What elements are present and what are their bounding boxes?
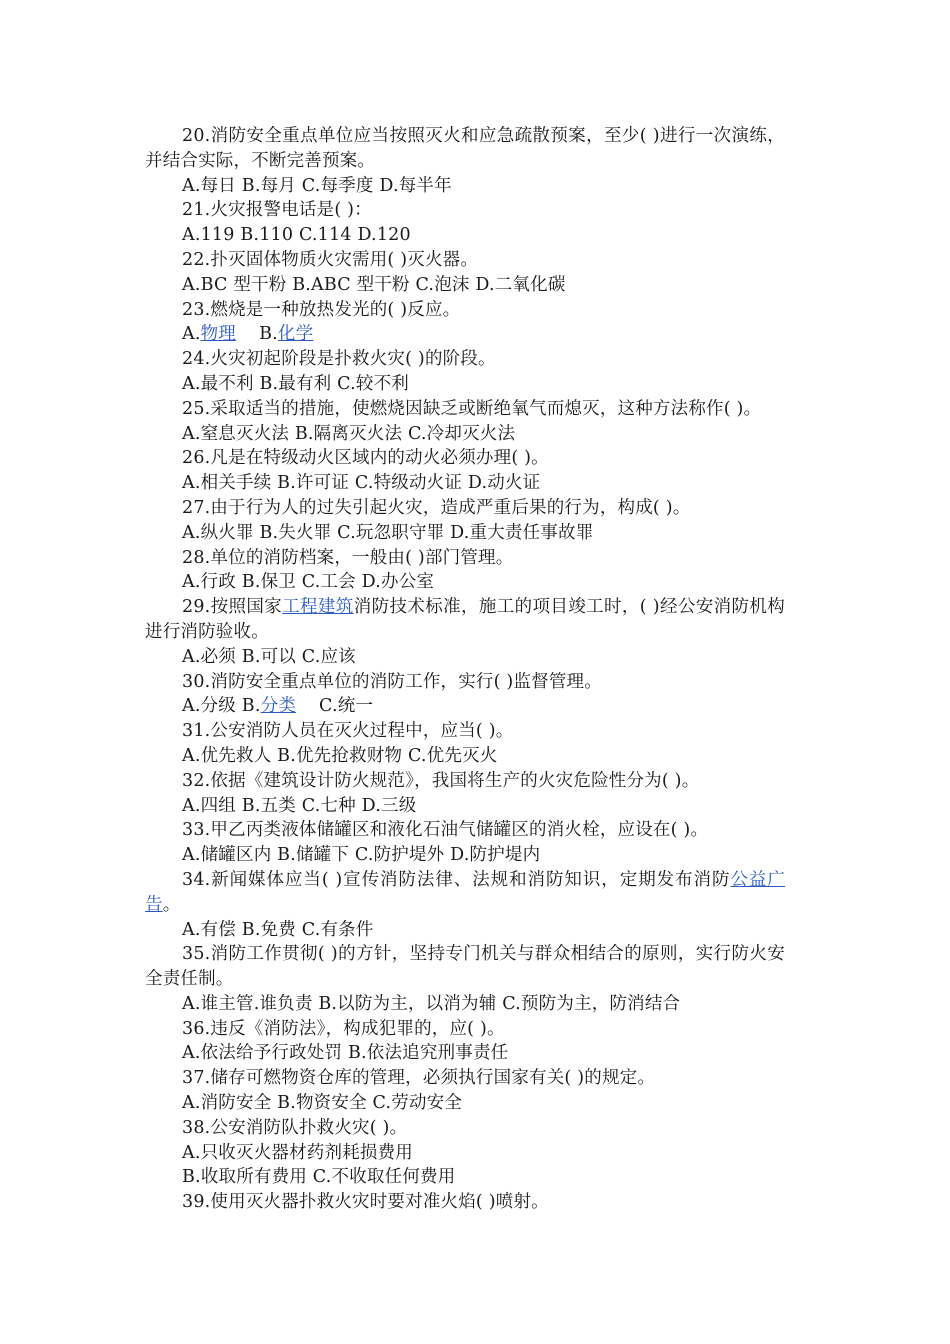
text-run: 32.依据《建筑设计防火规范》，我国将生产的火灾危险性分为( )。 — [182, 770, 700, 791]
text-run: 30.消防安全重点单位的消防工作，实行( )监督管理。 — [182, 671, 602, 692]
text-run: B.收取所有费用 C.不收取任何费用 — [182, 1167, 456, 1188]
text-run: A.谁主管.谁负责 B.以防为主，以消为辅 C.预防为主，防消结合 — [182, 993, 681, 1014]
question-line — [145, 446, 785, 471]
question-line — [145, 124, 785, 174]
text-run: 消防技术标准，施工的项目竣工时，( )经公安消防机构进行消防验收。 — [145, 597, 785, 642]
question-line — [145, 1190, 785, 1215]
text-run: 23.燃烧是一种放热发光的( )反应。 — [182, 299, 461, 320]
answer-line — [145, 372, 785, 397]
text-run: A.最不利 B.最有利 C.较不利 — [182, 373, 409, 394]
answer-line — [145, 223, 785, 248]
question-line — [145, 1017, 785, 1042]
text-run: A.窒息灭火法 B.隔离灭火法 C.冷却灭火法 — [182, 423, 516, 444]
text-run: 。 — [162, 894, 181, 915]
text-run: B. — [236, 324, 278, 345]
text-run: A.只收灭火器材药剂耗损费用 — [182, 1142, 413, 1163]
text-run: 24.火灾初起阶段是扑救火灾( )的阶段。 — [182, 349, 496, 370]
text-run: A.消防安全 B.物资安全 C.劳动安全 — [182, 1093, 463, 1114]
question-line — [145, 670, 785, 695]
answer-line — [145, 422, 785, 447]
question-line — [145, 719, 785, 744]
text-run: A.BC 型干粉 B.ABC 型干粉 C.泡沫 D.二氧化碳 — [182, 274, 566, 295]
question-line — [145, 298, 785, 323]
answer-line — [145, 174, 785, 199]
question-line — [145, 769, 785, 794]
answer-line — [145, 918, 785, 943]
question-line — [145, 942, 785, 992]
text-run: C.统一 — [296, 696, 374, 717]
text-run: 38.公安消防队扑救火灾( )。 — [182, 1117, 408, 1138]
answer-line — [145, 471, 785, 496]
text-run: A.行政 B.保卫 C.工会 D.办公室 — [182, 572, 435, 593]
question-line — [145, 868, 785, 918]
question-line — [145, 818, 785, 843]
document-page — [145, 124, 785, 1215]
text-run: 26.凡是在特级动火区域内的动火必须办理( )。 — [182, 448, 549, 469]
answer-line — [145, 744, 785, 769]
text-run: 34.新闻媒体应当( )宣传消防法律、法规和消防知识，定期发布消防 — [182, 869, 731, 890]
question-line — [145, 1116, 785, 1141]
keyword-link[interactable]: 分类 — [260, 696, 296, 717]
question-line — [145, 347, 785, 372]
text-run: A.119 B.110 C.114 D.120 — [182, 225, 411, 246]
text-run: 21.火灾报警电话是( )： — [182, 200, 372, 221]
text-run: 31.公安消防人员在灭火过程中，应当( )。 — [182, 721, 514, 742]
text-run: A.必须 B.可以 C.应该 — [182, 646, 356, 667]
answer-line — [145, 694, 785, 719]
answer-line — [145, 1141, 785, 1166]
answer-line — [145, 992, 785, 1017]
text-run: A.分级 B. — [182, 696, 261, 717]
text-run: A.依法给予行政处罚 B.依法追究刑事责任 — [182, 1043, 509, 1064]
text-run: A.四组 B.五类 C.七种 D.三级 — [182, 795, 417, 816]
text-run: A.相关手续 B.许可证 C.特级动火证 D.动火证 — [182, 473, 541, 494]
text-run: 36.违反《消防法》，构成犯罪的，应( )。 — [182, 1018, 505, 1039]
text-run: 27.由于行为人的过失引起火灾，造成严重后果的行为，构成( )。 — [182, 497, 691, 518]
answer-line — [145, 645, 785, 670]
answer-line — [145, 273, 785, 298]
answer-line — [145, 570, 785, 595]
answer-line — [145, 1165, 785, 1190]
question-line — [145, 198, 785, 223]
answer-line — [145, 1091, 785, 1116]
text-run: 37.储存可燃物资仓库的管理，必须执行国家有关( )的规定。 — [182, 1068, 656, 1089]
text-run: A.优先救人 B.优先抢救财物 C.优先灭火 — [182, 745, 498, 766]
keyword-link[interactable]: 物理 — [200, 324, 237, 345]
answer-line — [145, 521, 785, 546]
text-run: A. — [182, 324, 201, 345]
answer-line — [145, 794, 785, 819]
question-line — [145, 248, 785, 273]
text-run: 29.按照国家 — [182, 597, 283, 618]
text-run: A.有偿 B.免费 C.有条件 — [182, 919, 374, 940]
answer-line — [145, 322, 785, 347]
question-line — [145, 546, 785, 571]
text-run: 39.使用灭火器扑救火灾时要对准火焰( )喷射。 — [182, 1192, 549, 1213]
keyword-link[interactable]: 化学 — [277, 324, 314, 345]
question-line — [145, 496, 785, 521]
text-run: 22.扑灭固体物质火灾需用( )灭火器。 — [182, 249, 479, 270]
text-run: A.每日 B.每月 C.每季度 D.每半年 — [182, 175, 452, 196]
text-run: 25.采取适当的措施，使燃烧因缺乏或断绝氧气而熄灭，这种方法称作( )。 — [182, 398, 762, 419]
answer-line — [145, 1041, 785, 1066]
question-line — [145, 1066, 785, 1091]
question-line — [145, 397, 785, 422]
keyword-link[interactable]: 工程建筑 — [282, 597, 354, 618]
answer-line — [145, 843, 785, 868]
text-run: A.纵火罪 B.失火罪 C.玩忽职守罪 D.重大责任事故罪 — [182, 522, 594, 543]
text-run: 28.单位的消防档案，一般由( )部门管理。 — [182, 547, 514, 568]
text-run: 35.消防工作贯彻( )的方针，坚持专门机关与群众相结合的原则，实行防火安全责任制。 — [145, 944, 785, 990]
text-run: 33.甲乙丙类液体储罐区和液化石油气储罐区的消火栓，应设在( )。 — [182, 820, 709, 841]
keyword-link[interactable]: 公益广告 — [145, 869, 785, 915]
text-run: A.储罐区内 B.储罐下 C.防护堤外 D.防护堤内 — [182, 845, 541, 866]
question-line — [145, 595, 785, 645]
text-run: 20.消防安全重点单位应当按照灭火和应急疏散预案，至少( )进行一次演练，并结合实际，不断完善预案。 — [145, 126, 785, 171]
